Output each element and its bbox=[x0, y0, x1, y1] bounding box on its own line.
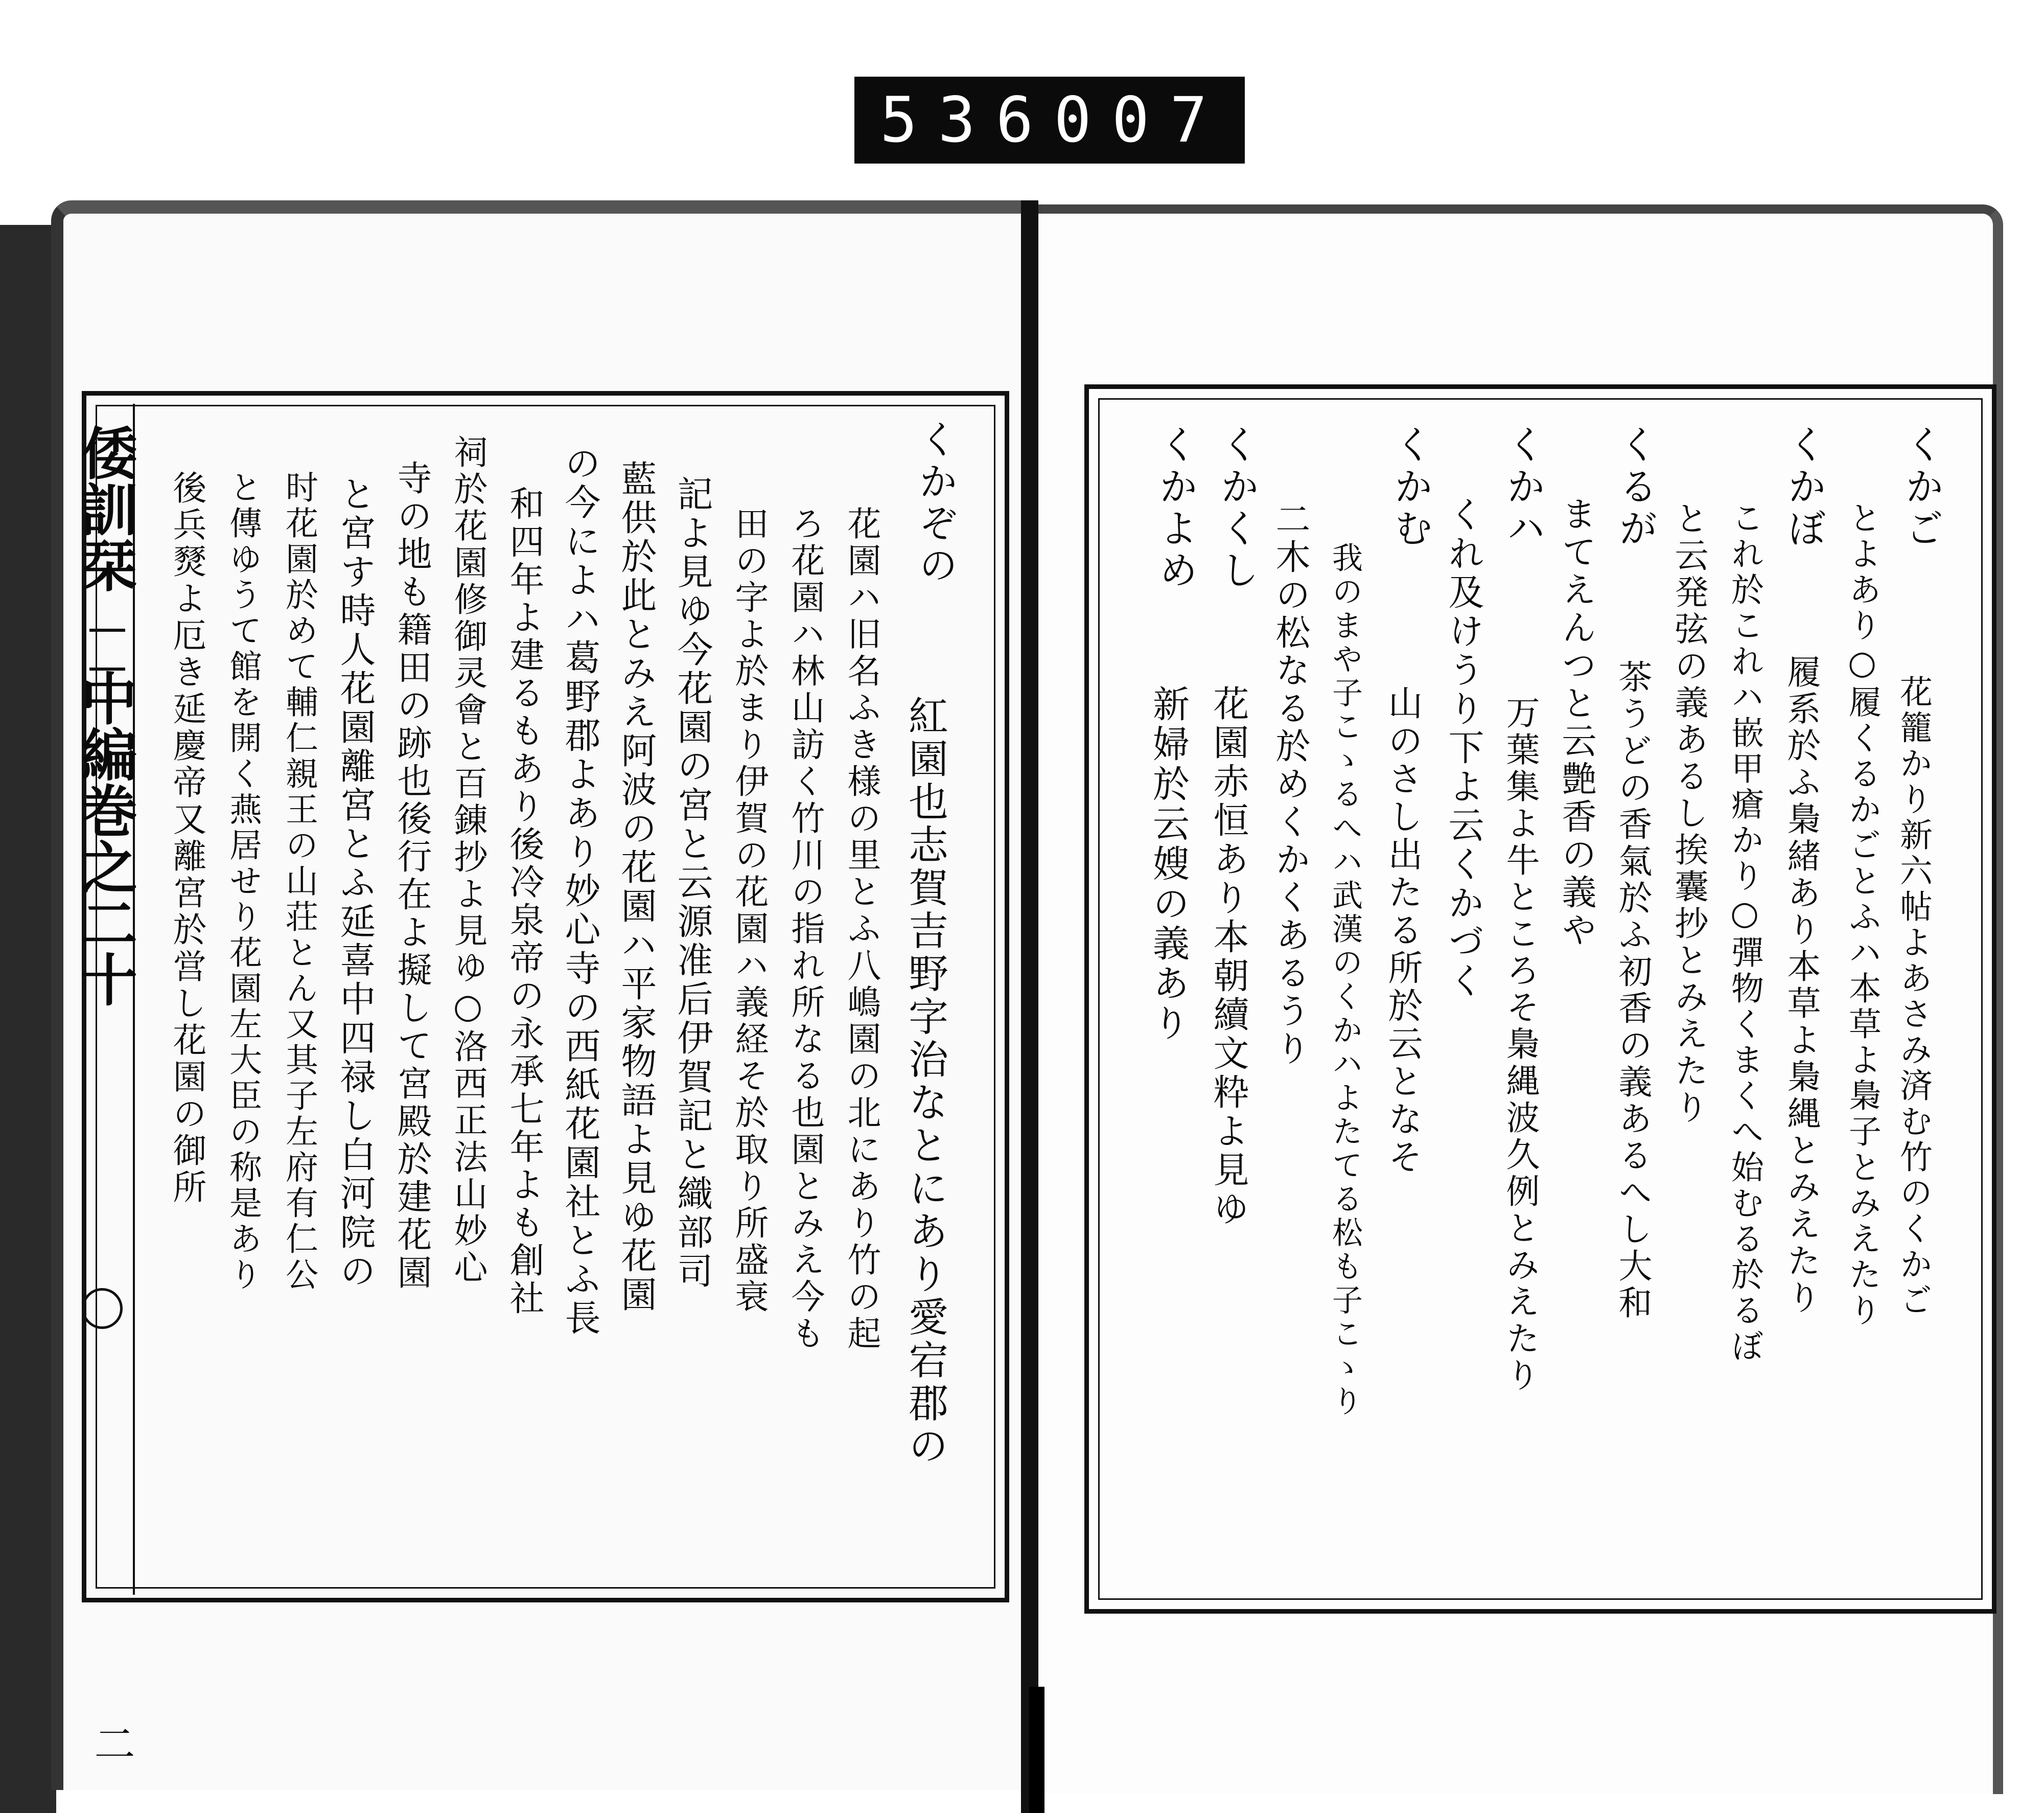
right-col-2: とよあり○履くるかごとふハ本草よ梟子とみえたり bbox=[1843, 501, 1881, 1329]
right-col-10: まてえんつと云艶香の義や bbox=[1556, 496, 1596, 950]
page-number: 二 bbox=[87, 1723, 135, 1763]
right-col-3: 花籠かり新六帖よあさみ済む竹のくかご bbox=[1894, 675, 1932, 1319]
left-col-4: ろ花園ハ林山訪く竹川の指れ所なる也園とみえ今も bbox=[785, 506, 825, 1352]
right-col-7: と云発弦の義あるし挨囊抄とみえたり bbox=[1669, 501, 1708, 1127]
volume-label: 中編巻之二十 bbox=[72, 670, 138, 1007]
right-col-15: 山のさし出たる所於云となそ bbox=[1382, 685, 1423, 1177]
right-col-17: 二木の松なる於めくかくあるうり bbox=[1270, 501, 1310, 1068]
right-col-8: くるが bbox=[1613, 424, 1658, 550]
right-col-4: くかぼ bbox=[1781, 424, 1827, 550]
reel-number: 536 bbox=[880, 84, 1054, 156]
hashira-margin bbox=[72, 404, 138, 1763]
left-col-12: と宮す時人花園離宮とふ延喜中四禄し白河院の bbox=[334, 475, 376, 1291]
right-col-16: 我のまや子こゝるへハ武漢のくかハよたてる松も子こゝり bbox=[1327, 542, 1363, 1419]
right-col-21: 新婦於云嫂の義あり bbox=[1147, 685, 1190, 1044]
circle-mark bbox=[82, 1288, 123, 1329]
left-col-8: の今によハ葛野郡よあり妙心寺の西紙花園社とふ長 bbox=[559, 445, 601, 1338]
fish-tail-mark bbox=[89, 629, 125, 671]
gutter-tab bbox=[1029, 1687, 1044, 1813]
right-col-1: くかご bbox=[1899, 424, 1944, 550]
right-col-20: くかよめ bbox=[1153, 424, 1198, 592]
left-col-6: 記よ見ゆ今花園の宮と云源准后伊賀記と織部司 bbox=[671, 475, 713, 1291]
right-col-13: くれ及けうり下よ云くかづく bbox=[1443, 496, 1484, 1001]
right-col-14: くかむ bbox=[1388, 424, 1433, 550]
left-col-11: 寺の地も籍田の跡也後行在よ擬して宮殿於建花園 bbox=[391, 460, 432, 1292]
right-col-9: 茶うどの香氣於ふ初香の義あるへし大和 bbox=[1613, 659, 1652, 1322]
right-col-19: 花園赤恒あり本朝續文粋よ見ゆ bbox=[1207, 685, 1249, 1229]
book-title: 倭訓栞 bbox=[72, 424, 138, 593]
right-col-6: 履系於ふ梟緒あり本草よ梟縄とみえたり bbox=[1781, 654, 1821, 1317]
right-col-18: くかくし bbox=[1214, 424, 1260, 592]
left-col-7: 藍供於此とみえ阿波の花園ハ平家物語よ見ゆ花園 bbox=[615, 460, 657, 1315]
left-col-13: 时花園於めて輔仁親王の山荘とん又其子左府有仁公 bbox=[280, 470, 318, 1293]
right-col-11: くかハ bbox=[1500, 424, 1546, 550]
right-col-12: 万葉集よ牛ところそ梟縄波久例とみえたり bbox=[1500, 695, 1540, 1394]
spine-shadow bbox=[0, 225, 56, 1813]
left-col-10: 祠於花園修御灵會と百錬抄よ見ゆ○洛西正法山妙心 bbox=[448, 434, 487, 1287]
left-col-2: 紅園也志賀吉野字治なとにあり愛宕郡の bbox=[902, 695, 948, 1468]
left-col-15: 後兵燹よ厄き延慶帝又離宮於営し花園の御所 bbox=[167, 470, 206, 1206]
frame-number: 007 bbox=[1054, 84, 1228, 156]
left-col-3: 花園ハ旧名ふき様の里とふ八嶋園の北にあり竹の起 bbox=[842, 506, 881, 1352]
frame-number-label bbox=[854, 77, 1245, 164]
left-col-14: と傳ゆうて館を開く燕居せり花園左大臣の称是あり bbox=[224, 470, 262, 1293]
book-gutter bbox=[1021, 200, 1038, 1813]
left-col-1: くかぞの bbox=[913, 419, 958, 587]
left-col-5: 田の字よ於まり伊賀の花園ハ義経そ於取り所盛衰 bbox=[729, 506, 769, 1316]
right-col-5: これ於これハ嵌甲瘡かり○彈物くまくへ始むる於るぼ bbox=[1726, 501, 1763, 1365]
left-col-9: 和四年よ建るもあり後冷泉帝の永承七年よも創社 bbox=[504, 486, 544, 1318]
